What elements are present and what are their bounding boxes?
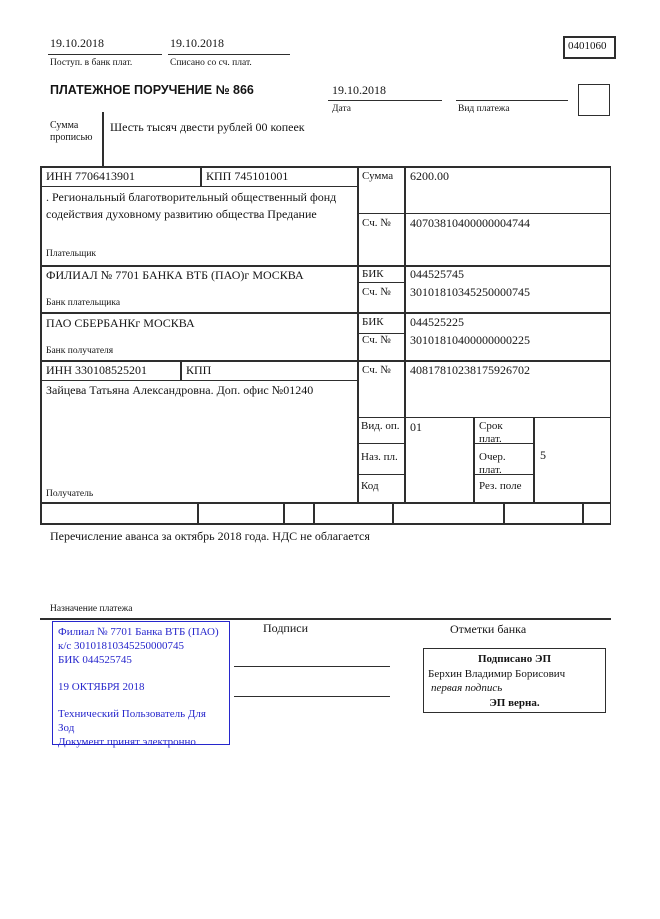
debited-date-label: Списано со сч. плат. <box>170 58 252 68</box>
op-kind-label: Вид. оп. <box>361 420 400 432</box>
payee-bank-label: Банк получателя <box>46 346 114 356</box>
table-border <box>357 282 404 283</box>
received-date-label: Поступ. в банк плат. <box>50 58 133 68</box>
stamp-bank-name: Филиал № 7701 Банка ВТБ (ПАО) <box>58 626 219 638</box>
stamp-accepted-note: Документ принят электронно <box>58 736 196 748</box>
table-border <box>180 360 182 380</box>
stamp-operator-line1: Технический Пользователь Для <box>58 708 206 720</box>
table-border <box>40 380 357 381</box>
table-border <box>357 417 611 418</box>
esign-title: Подписано ЭП <box>477 653 552 665</box>
table-border <box>40 312 611 314</box>
stamp-bik: БИК 044525745 <box>58 654 132 666</box>
payer-kpp: КПП 745101001 <box>206 169 289 183</box>
divider <box>48 54 162 55</box>
payer-label: Плательщик <box>46 249 97 259</box>
document-title: ПЛАТЕЖНОЕ ПОРУЧЕНИЕ № 866 <box>50 83 254 97</box>
form-code-box <box>563 36 616 59</box>
stamp-spacer <box>58 694 224 707</box>
table-border <box>473 417 475 502</box>
table-border <box>40 360 611 362</box>
received-date: 19.10.2018 <box>50 36 104 50</box>
debited-date: 19.10.2018 <box>170 36 224 50</box>
table-border <box>40 523 611 525</box>
signature-line <box>234 696 390 697</box>
purpose-code-label: Наз. пл. <box>361 451 398 463</box>
table-border <box>357 166 359 502</box>
payee-kpp-label: КПП <box>186 363 212 377</box>
table-border <box>357 213 611 214</box>
esign-valid: ЭП верна. <box>489 696 540 709</box>
payer-bank-label: Банк плательщика <box>46 298 121 308</box>
payment-purpose-text: Перечисление аванса за октябрь 2018 года. НДС не облагается <box>50 529 370 543</box>
payer-bank-bik-label: БИК <box>362 268 384 280</box>
reserve-field-label: Рез. поле <box>479 480 522 492</box>
table-border <box>404 166 406 502</box>
table-border <box>357 474 404 475</box>
divider <box>328 100 442 101</box>
stamp-corr-account: к/с 30101810345250000745 <box>58 640 185 652</box>
table-border <box>40 618 611 620</box>
payment-kind-label: Вид платежа <box>458 104 510 114</box>
payee-bank-account-label: Сч. № <box>362 334 391 346</box>
payer-bank-name: ФИЛИАЛ № 7701 БАНКА ВТБ (ПАО)г МОСКВА <box>46 268 304 282</box>
payee-bank-bik: 044525225 <box>410 315 464 329</box>
table-border <box>503 502 505 523</box>
payer-bank-account-label: Сч. № <box>362 286 391 298</box>
table-border <box>533 417 535 502</box>
payee-bank-bik-label: БИК <box>362 316 384 328</box>
table-border <box>40 186 357 187</box>
table-border <box>610 166 612 523</box>
priority-value: 5 <box>540 448 546 462</box>
payee-bank-account: 30101810400000000225 <box>410 333 530 347</box>
payee-account: 40817810238175926702 <box>410 363 530 377</box>
sum-value: 6200.00 <box>410 169 449 183</box>
code-label: Код <box>361 480 379 492</box>
bank-stamp <box>52 621 230 748</box>
payment-purpose-label: Назначение платежа <box>50 604 133 614</box>
payer-bank-bik: 044525745 <box>410 267 464 281</box>
payer-name: . Региональный благотворительный общественный фонд содействия духовному развитию общества Предание <box>46 190 337 221</box>
esign-name: Берхин Владимир Борисович <box>428 667 566 680</box>
payment-kind-box <box>578 84 610 116</box>
date-label: Дата <box>332 104 351 114</box>
amount-words-label: Сумма прописью <box>50 120 93 143</box>
document-date: 19.10.2018 <box>332 83 386 97</box>
table-border <box>313 502 315 523</box>
table-border <box>392 502 394 523</box>
table-border <box>357 443 404 444</box>
table-border <box>283 502 285 523</box>
bank-marks-label: Отметки банка <box>450 622 527 636</box>
esign-kind: первая подпись <box>431 682 503 694</box>
priority-label: Очер. плат. <box>479 451 506 477</box>
payer-account-label: Сч. № <box>362 217 391 229</box>
table-border <box>197 502 199 523</box>
stamp-spacer <box>58 667 224 680</box>
amount-words: Шесть тысяч двести рублей 00 копеек <box>110 120 305 134</box>
payer-inn: ИНН 7706413901 <box>46 169 135 183</box>
payee-name: Зайцева Татьяна Александровна. Доп. офис №01240 <box>46 383 314 397</box>
signatures-label: Подписи <box>263 621 309 635</box>
divider <box>102 112 104 166</box>
op-kind-value: 01 <box>410 420 422 434</box>
table-border <box>40 502 611 504</box>
due-date-label: Срок плат. <box>479 420 503 446</box>
payee-label: Получатель <box>46 489 94 499</box>
table-border <box>40 166 42 523</box>
payee-inn: ИНН 330108525201 <box>46 363 147 377</box>
payee-account-label: Сч. № <box>362 364 391 376</box>
payee-bank-name: ПАО СБЕРБАНКг МОСКВА <box>46 316 195 330</box>
stamp-date: 19 ОКТЯБРЯ 2018 <box>58 681 145 693</box>
stamp-operator-line2: Зод <box>58 722 75 734</box>
form-code: 0401060 <box>568 40 607 52</box>
table-border <box>200 166 202 186</box>
divider <box>168 54 290 55</box>
esign-box <box>423 648 606 713</box>
sum-label: Сумма <box>362 170 394 182</box>
table-border <box>582 502 584 523</box>
signature-line <box>234 666 390 667</box>
payer-bank-account: 30101810345250000745 <box>410 285 530 299</box>
table-border <box>40 265 611 267</box>
table-border <box>40 166 611 168</box>
divider <box>456 100 568 101</box>
payer-account: 40703810400000004744 <box>410 216 530 230</box>
